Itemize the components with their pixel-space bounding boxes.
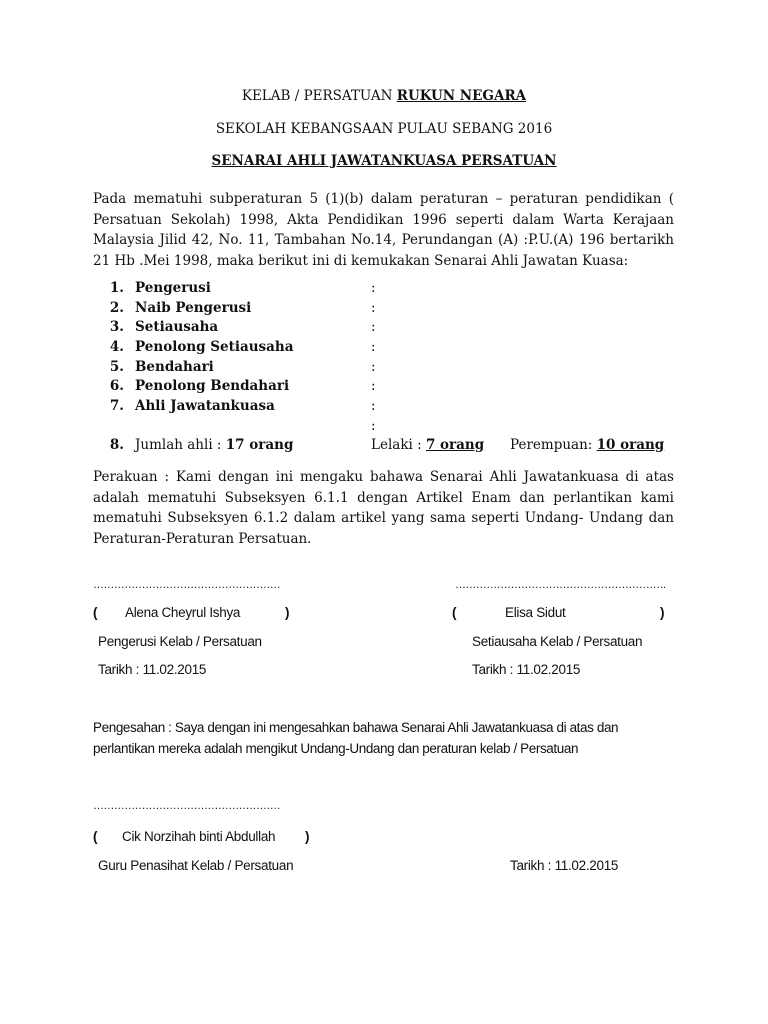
chair-date: Tarikh : 11.02.2015 <box>98 662 207 677</box>
secretary-name: Elisa Sidut <box>505 605 566 620</box>
endorsement-paragraph: Pengesahan : Saya dengan ini mengesahkan bahawa Senarai Ahli Jawatankuasa di atas dan perlantikan mereka adalah mengikut Undang-Undang dan peraturan kelab / Persatuan <box>93 720 619 756</box>
secretary-title: Setiausaha Kelab / Persatuan <box>472 634 643 649</box>
school-name: SEKOLAH KEBANGSAAN PULAU SEBANG 2016 <box>215 121 553 137</box>
club-title <box>0 88 768 104</box>
paren-close: ) <box>305 829 310 844</box>
intro-paragraph: Pada mematuhi subperaturan 5 (1)(b) dalam peraturan – peraturan pendidikan ( Persatuan Sekolah) 1998, Akta Pendidikan 1996 seperti dalam Warta Kerajaan Malaysia Jilid 42, No. 11, Tambahan No.14, Perundangan (A) :P.U.(A) 196 bertarikh 21 Hb .Mei 1998, maka berikut ini di kemukakan Senarai Ahli Jawatan Kuasa: <box>93 191 674 269</box>
advisor-title: Guru Penasihat Kelab / Persatuan <box>98 858 294 873</box>
paren-open: ( <box>452 605 457 620</box>
secretary-date: Tarikh : 11.02.2015 <box>472 662 581 677</box>
advisor-date: Tarikh : 11.02.2015 <box>510 858 619 873</box>
club-title-prefix: KELAB / PERSATUAN <box>241 88 397 104</box>
chair-title: Pengerusi Kelab / Persatuan <box>98 634 262 649</box>
signature-line-chair: ……………………………………………… <box>93 579 281 591</box>
chair-name: Alena Cheyrul Ishya <box>125 605 241 620</box>
paren-close: ) <box>285 605 290 620</box>
club-name: RUKUN NEGARA <box>396 88 527 104</box>
document-title: SENARAI AHLI JAWATANKUASA PERSATUAN <box>211 153 557 169</box>
advisor-name: Cik Norzihah binti Abdullah <box>122 829 276 844</box>
signature-line-secretary: ……………………………………………………. <box>455 579 666 591</box>
paren-open: ( <box>93 605 98 620</box>
signature-line-advisor: ……………………………………………… <box>93 800 281 812</box>
male-members: Lelaki : 7 orang <box>371 437 485 453</box>
female-members: Perempuan: 10 orang <box>510 437 665 453</box>
declaration-paragraph: Perakuan : Kami dengan ini mengaku bahawa Senarai Ahli Jawatankuasa di atas adalah mematuhi Subseksyen 6.1.1 dengan Artikel Enam dan perlantikan kami mematuhi Subseksyen 6.1.2 dalam artikel yang sama seperti Undang- Undang dan Peraturan-Peraturan Persatuan. <box>93 469 674 547</box>
paren-close: ) <box>660 605 665 620</box>
total-members: Jumlah ahli : 17 orang <box>135 437 294 453</box>
paren-open: ( <box>93 829 98 844</box>
